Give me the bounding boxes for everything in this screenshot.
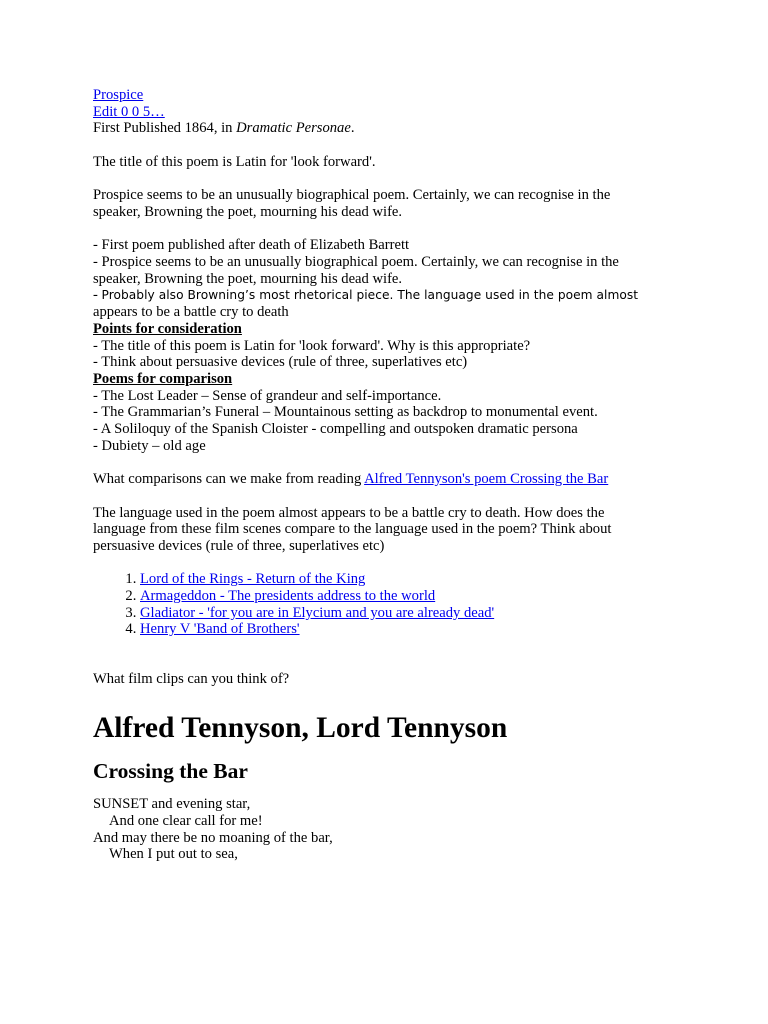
point-item: - The title of this poem is Latin for 'look forward'. Why is this appropriate? [93,337,531,354]
bullet-biographical: - Prospice seems to be an unusually biographical poem. Certainly, we can recognise in the speaker, Browning the poet, mourning his dead wife. [93,253,619,287]
film-links-list [93,571,668,638]
list-item [140,588,668,605]
list-item [140,621,668,638]
collection-title: Dramatic Personae [236,120,351,137]
bullet-first-poem: - First poem published after death of Elizabeth Barrett [93,237,410,254]
poem-item: - A Soliloquy of the Spanish Cloister - compelling and outspoken dramatic persona [93,421,578,438]
document-body [93,87,668,863]
film-link-gladiator[interactable]: Gladiator - 'for you are in Elycium and you are already dead' [140,604,495,621]
point-item: - Think about persuasive devices (rule of three, superlatives etc) [93,354,468,371]
poem-line: And one clear call for me! [109,812,263,829]
film-link-henry-v[interactable]: Henry V 'Band of Brothers' [140,621,300,638]
poem-item: - The Grammarian’s Funeral – Mountainous setting as backdrop to monumental event. [93,404,598,421]
biographical-paragraph: Prospice seems to be an unusually biographical poem. Certainly, we can recognise in the speaker, Browning the poet, mourning his dead wife. [93,187,611,220]
points-heading: Points for consideration [93,320,242,337]
author-heading: Alfred Tennyson, Lord Tennyson [93,712,508,745]
film-question-paragraph: The language used in the poem almost appears to be a battle cry to death. How does the language from these film scenes compare to the language used in the poem? Think about persuasive devices (rule of three, superlatives etc) [93,504,612,554]
list-item [140,571,668,588]
latin-note: The title of this poem is Latin for 'look forward'. [93,153,376,170]
poem-item: - Dubiety – old age [93,437,206,454]
poem-line: SUNSET and evening star, [93,796,251,813]
film-link-lotr[interactable]: Lord of the Rings - Return of the King [140,571,366,588]
poems-heading: Poems for comparison [93,370,233,387]
poem-title: Crossing the Bar [93,759,248,784]
poem-item: - The Lost Leader – Sense of grandeur and self-importance. [93,387,442,404]
bullet-rhetorical: - Probably also Browning’s most rhetorical piece. The language used in the poem almost appears to be a battle cry to death [93,287,639,321]
list-item [140,605,668,622]
poem-line: When I put out to sea, [109,846,238,863]
edit-link[interactable]: Edit 0 0 5… [93,103,165,120]
film-clips-prompt: What film clips can you think of? [93,671,290,688]
publication-note: First Published 1864, in Dramatic Personae. [93,120,355,137]
comparison-question: What comparisons can we make from reading Alfred Tennyson's poem Crossing the Bar [93,471,609,488]
crossing-the-bar-link[interactable]: Alfred Tennyson's poem Crossing the Bar [364,471,609,488]
film-link-armageddon[interactable]: Armageddon - The presidents address to the world [140,588,436,604]
poem-line: And may there be no moaning of the bar, [93,829,333,846]
prospice-link[interactable]: Prospice [93,87,144,103]
